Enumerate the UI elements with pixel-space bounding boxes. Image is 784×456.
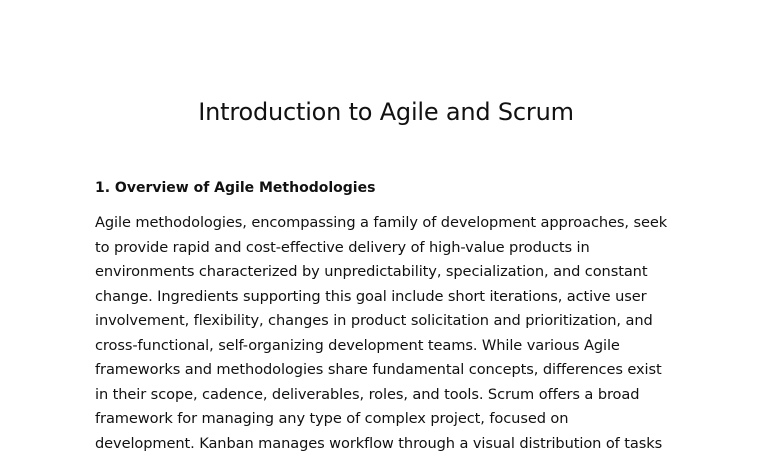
- paragraph-line: Agile methodologies, encompassing a family of development approaches, seek: [95, 211, 695, 236]
- paragraph-line: involvement, flexibility, changes in product solicitation and prioritization, and: [95, 309, 695, 334]
- section-heading: 1. Overview of Agile Methodologies: [95, 177, 715, 199]
- body-paragraph: [95, 211, 695, 456]
- paragraph-line: development. Kanban manages workflow through a visual distribution of tasks: [95, 432, 695, 456]
- document-title: Introduction to Agile and Scrum: [0, 95, 772, 129]
- paragraph-line: to provide rapid and cost-effective delivery of high-value products in: [95, 236, 695, 261]
- paragraph-line: framework for managing any type of complex project, focused on: [95, 407, 695, 432]
- paragraph-line: environments characterized by unpredictability, specialization, and constant: [95, 260, 695, 285]
- paragraph-line: frameworks and methodologies share fundamental concepts, differences exist: [95, 358, 695, 383]
- paragraph-line: in their scope, cadence, deliverables, roles, and tools. Scrum offers a broad: [95, 383, 695, 408]
- paragraph-line: change. Ingredients supporting this goal include short iterations, active user: [95, 285, 695, 310]
- paragraph-line: cross-functional, self-organizing development teams. While various Agile: [95, 334, 695, 359]
